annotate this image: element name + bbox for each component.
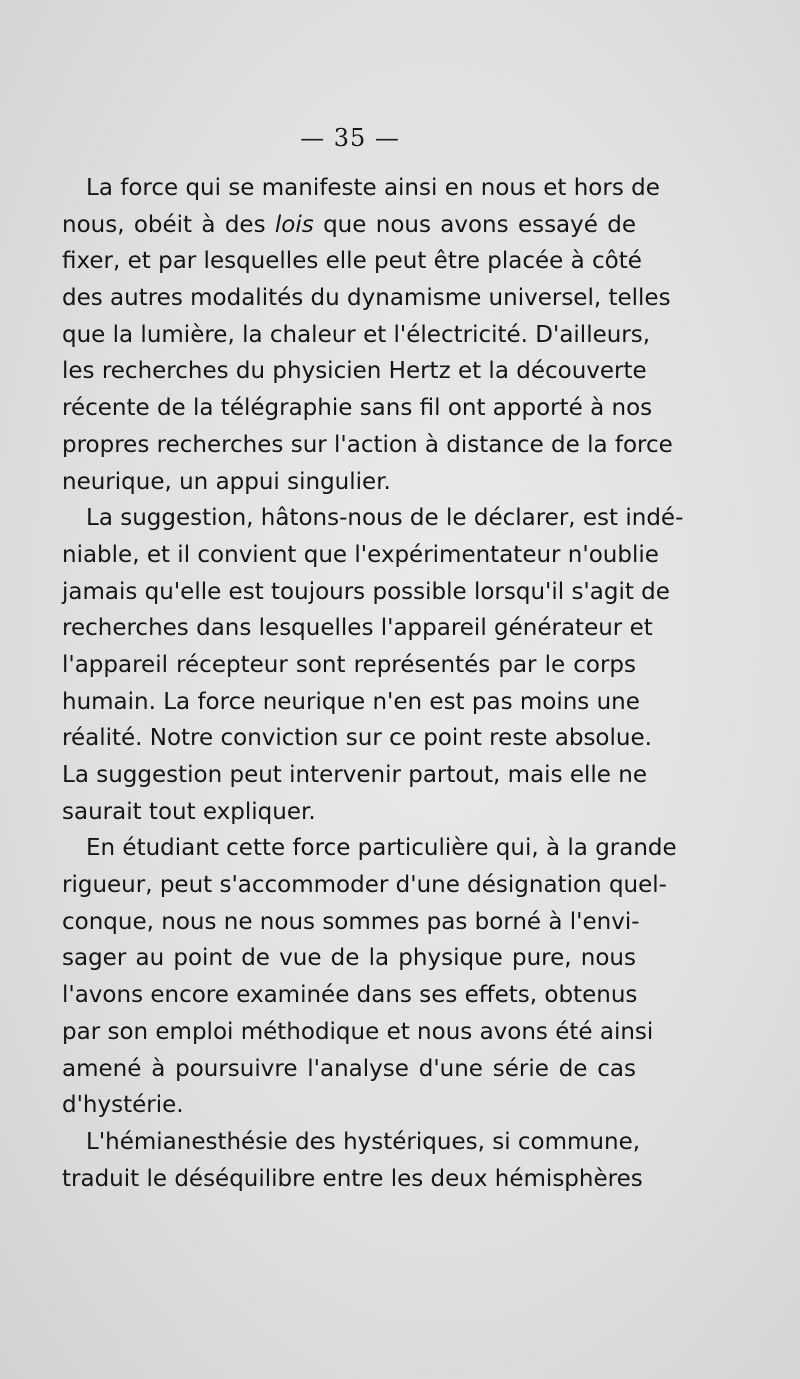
text-line: traduit le déséquilibre entre les deux hémisphères <box>62 1165 643 1192</box>
text-line: neurique, un appui singulier. <box>62 468 391 495</box>
paragraph-3 <box>62 830 677 1124</box>
text-line: niable, et il convient que l'expérimentateur n'oublie <box>62 541 659 568</box>
page-number: — 35 — <box>300 124 400 152</box>
text-line: saurait tout expliquer. <box>62 798 316 825</box>
emphasized-word: lois <box>274 211 314 238</box>
text-line: rigueur, peut s'accommoder d'une désignation quel- <box>62 872 667 899</box>
text-line: l'avons encore examinée dans ses effets, obtenus <box>62 982 638 1009</box>
text-line: propres recherches sur l'action à distance de la force <box>62 431 673 458</box>
paragraph-1 <box>62 170 673 500</box>
text-line: conque, nous ne nous sommes pas borné à l'envi- <box>62 908 640 935</box>
text-line: par son emploi méthodique et nous avons été ainsi <box>62 1018 654 1045</box>
text-line: récente de la télégraphie sans fil ont apporté à nos <box>62 395 653 422</box>
text-line: La suggestion, hâtons-nous de le déclarer, est indé- <box>86 505 684 532</box>
text-line: sager au point de vue de la physique pure, nous <box>62 945 636 972</box>
text-line: jamais qu'elle est toujours possible lorsqu'il s'agit de <box>62 578 670 605</box>
text-line: des autres modalités du dynamisme universel, telles <box>62 285 671 312</box>
text-line: les recherches du physicien Hertz et la découverte <box>62 358 647 385</box>
text-line: En étudiant cette force particulière qui, à la grande <box>86 835 677 862</box>
text-line: d'hystérie. <box>62 1092 184 1119</box>
paragraph-2 <box>62 500 684 830</box>
text-line: amené à poursuivre l'analyse d'une série de cas <box>62 1055 636 1082</box>
text-line: que la lumière, la chaleur et l'électricité. D'ailleurs, <box>62 321 651 348</box>
paragraph-4 <box>62 1124 643 1197</box>
text-line: fixer, et par lesquelles elle peut être placée à côté <box>62 248 642 275</box>
text-line: réalité. Notre conviction sur ce point reste absolue. <box>62 725 652 752</box>
text-line: l'appareil récepteur sont représentés par le corps <box>62 651 636 678</box>
body-text <box>62 170 684 1197</box>
text-line: nous, obéit à des lois que nous avons essayé de <box>62 211 636 238</box>
text-line: La suggestion peut intervenir partout, mais elle ne <box>62 762 647 788</box>
text-line: La force qui se manifeste ainsi en nous et hors de <box>86 175 660 201</box>
text-line: L'hémianesthésie des hystériques, si commune, <box>86 1128 641 1155</box>
text-line: recherches dans lesquelles l'appareil générateur et <box>62 615 653 642</box>
text-line: humain. La force neurique n'en est pas moins une <box>62 688 640 715</box>
